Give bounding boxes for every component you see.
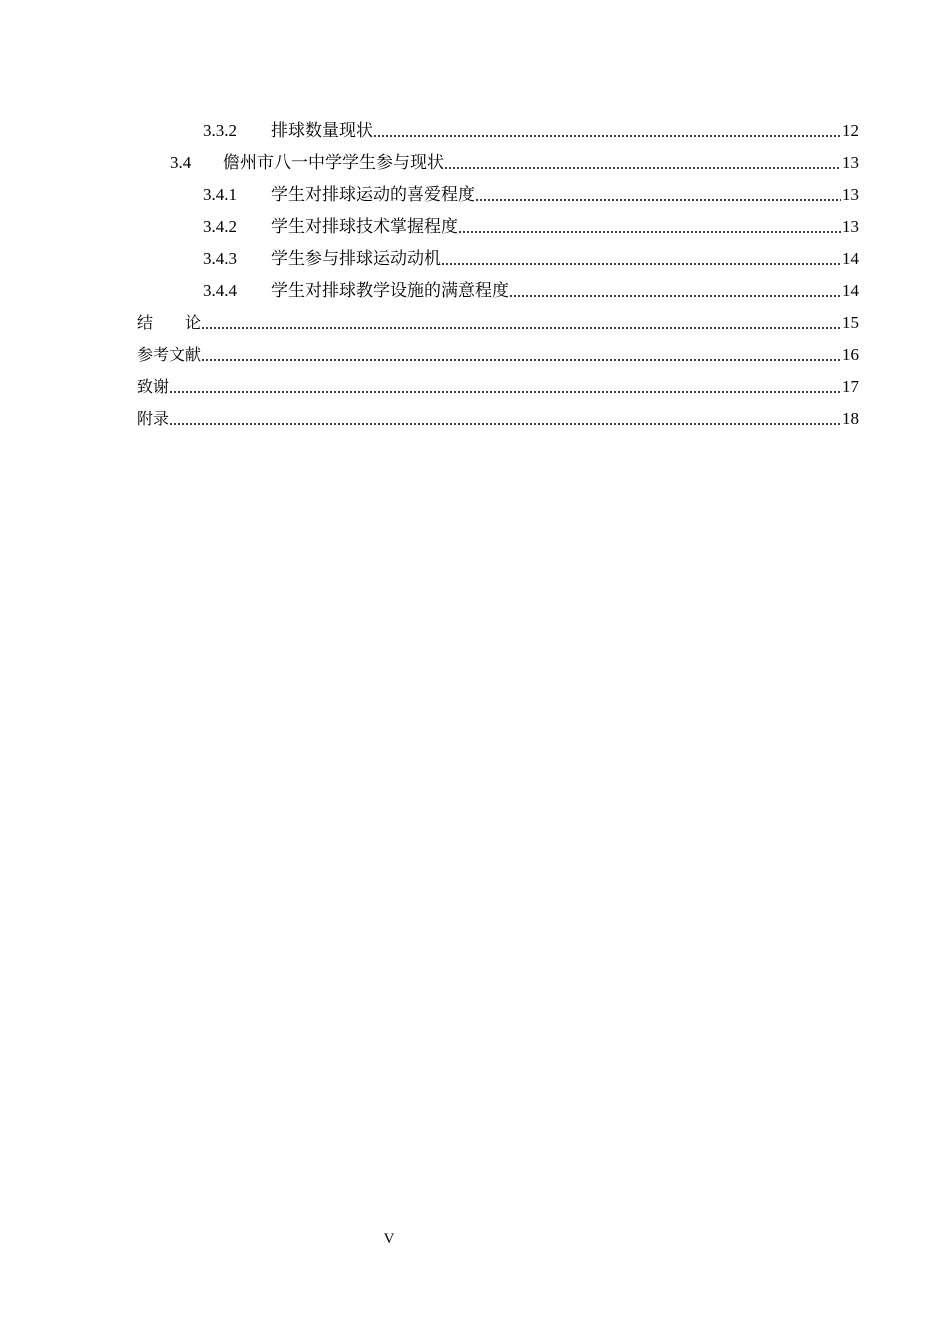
toc-entry-page: 15 — [842, 313, 859, 332]
toc-entry-title: 儋州市八一中学学生参与现状 — [223, 153, 444, 172]
toc-entry-page: 18 — [842, 409, 859, 428]
toc-entry-page: 14 — [842, 249, 859, 268]
toc-entry-page: 17 — [842, 377, 859, 396]
page-number: V — [383, 1231, 395, 1247]
toc-entry-page: 13 — [842, 153, 859, 172]
toc-entry-number: 3.4.1 — [203, 185, 237, 204]
toc-entry[interactable] — [137, 406, 859, 430]
dot-leader — [458, 231, 841, 233]
toc-entry-title: 学生参与排球运动动机 — [271, 249, 441, 268]
toc-entry[interactable] — [203, 278, 859, 302]
toc-entry-title: 排球数量现状 — [271, 121, 373, 140]
toc-entry[interactable] — [170, 150, 859, 174]
toc-entry-title: 参考文献 — [137, 345, 202, 364]
toc-entry[interactable] — [203, 246, 859, 270]
dot-leader — [169, 391, 841, 393]
toc-entry[interactable] — [203, 118, 859, 142]
dot-leader — [475, 199, 841, 201]
toc-entry[interactable] — [137, 342, 859, 366]
dot-leader — [373, 135, 841, 137]
dot-leader — [201, 359, 841, 361]
toc-entry-page: 14 — [842, 281, 859, 300]
toc-entry[interactable] — [137, 310, 859, 334]
toc-entry-title: 学生对排球运动的喜爱程度 — [271, 185, 475, 204]
toc-entry-title: 结 论 — [137, 313, 202, 332]
dot-leader — [169, 423, 841, 425]
dot-leader — [509, 295, 841, 297]
toc-entry[interactable] — [203, 214, 859, 238]
toc-entry-page: 13 — [842, 185, 859, 204]
dot-leader — [441, 263, 841, 265]
toc-entry-number: 3.4.4 — [203, 281, 237, 300]
toc-entry-page: 13 — [842, 217, 859, 236]
dot-leader — [444, 167, 841, 169]
toc-entry-page: 12 — [842, 121, 859, 140]
toc-entry[interactable] — [137, 374, 859, 398]
toc-entry-title: 附录 — [137, 409, 170, 428]
toc-entry-title: 学生对排球教学设施的满意程度 — [271, 281, 509, 300]
toc-entry-page: 16 — [842, 345, 859, 364]
toc-entry[interactable] — [203, 182, 859, 206]
toc-entry-number: 3.3.2 — [203, 121, 237, 140]
toc-entry-number: 3.4.2 — [203, 217, 237, 236]
dot-leader — [201, 327, 841, 329]
toc-entry-number: 3.4 — [170, 153, 192, 172]
toc-entry-title: 致谢 — [137, 377, 170, 396]
toc-entry-number: 3.4.3 — [203, 249, 237, 268]
toc-entry-title: 学生对排球技术掌握程度 — [271, 217, 458, 236]
